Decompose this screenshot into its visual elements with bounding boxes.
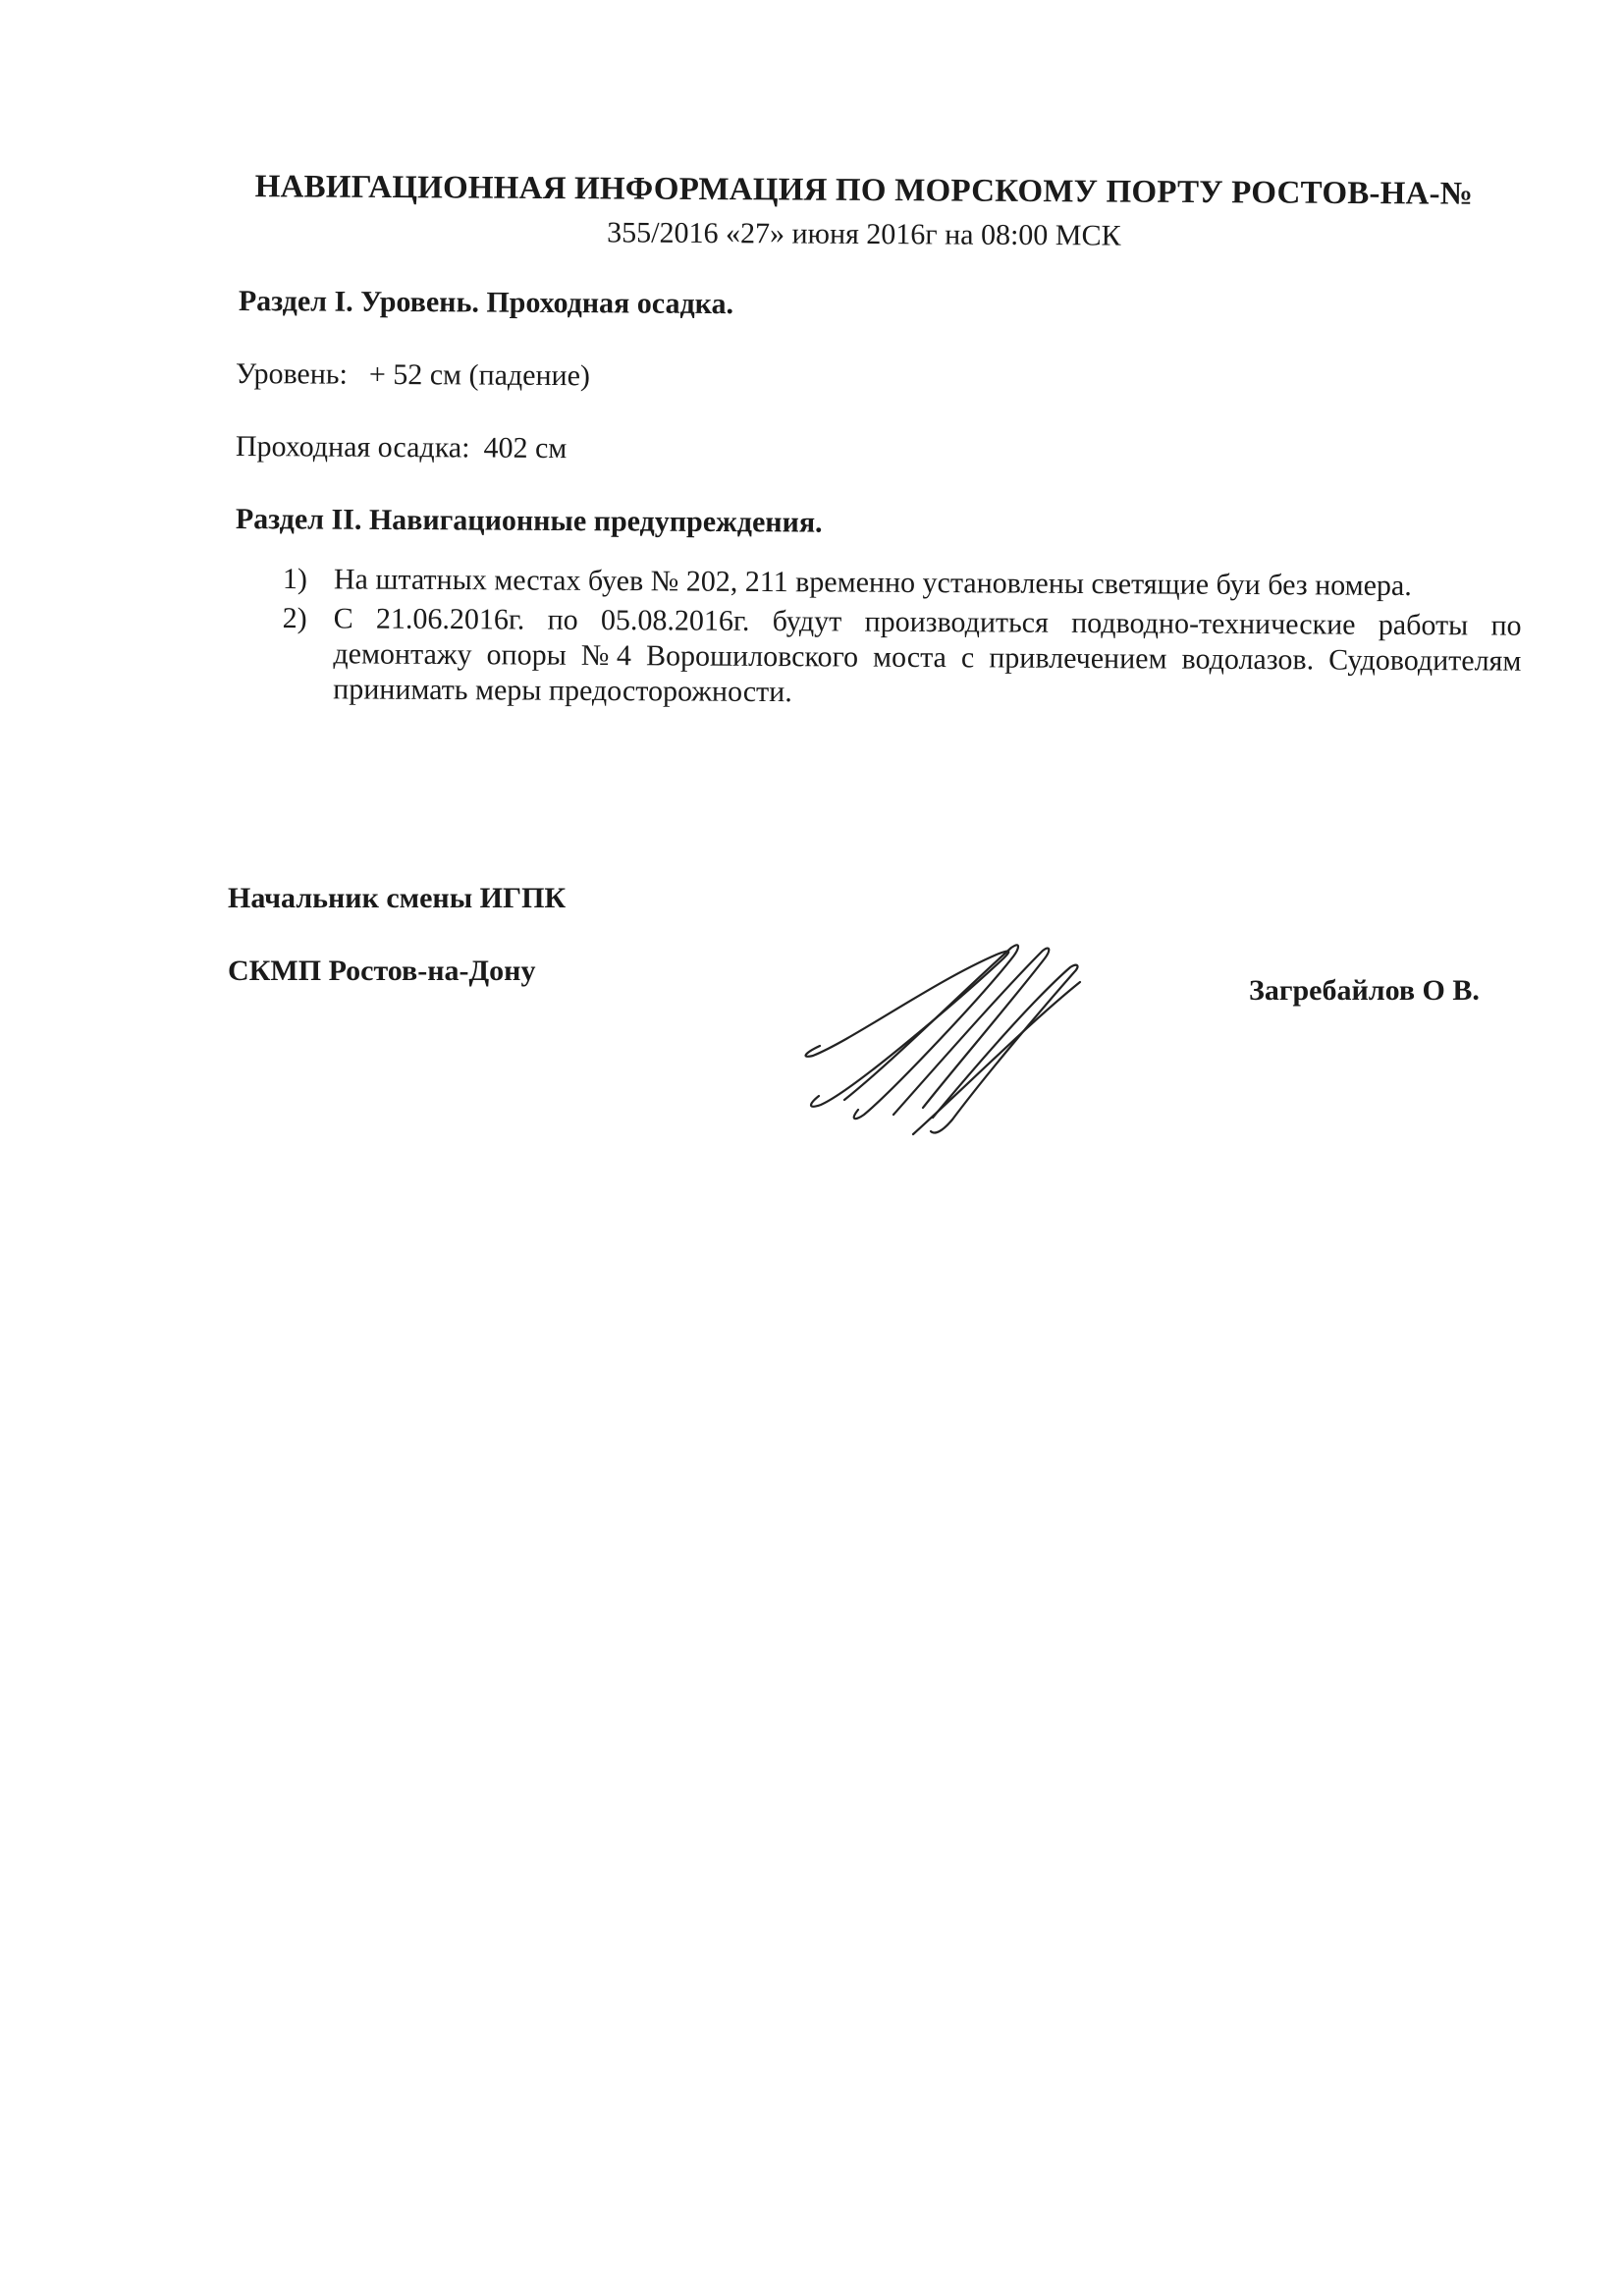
section2-heading: Раздел II. Навигационные предупреждения. bbox=[235, 503, 823, 539]
list-item-number: 2) bbox=[282, 601, 307, 635]
signer-name: Загребайлов О В. bbox=[1249, 974, 1480, 1007]
list-item-text: На штатных местах буев № 202, 211 временно установлены светящие буи без номера. bbox=[333, 563, 1412, 603]
list-item-number: 1) bbox=[282, 563, 307, 596]
draft-label: Проходная осадка: bbox=[235, 430, 470, 465]
section1-heading: Раздел I. Уровень. Проходная осадка. bbox=[238, 285, 734, 321]
warnings-list bbox=[282, 562, 1522, 719]
signer-position-line2: СКМП Ростов-на-Дону bbox=[228, 955, 536, 987]
level-line bbox=[236, 357, 590, 393]
document-subtitle: 355/2016 «27» июня 2016г на 08:00 МСК bbox=[607, 216, 1121, 252]
draft-line bbox=[236, 430, 568, 465]
list-item bbox=[282, 601, 1522, 715]
level-value: + 52 см (падение) bbox=[368, 357, 591, 393]
list-item-text: С 21.06.2016г. по 05.08.2016г. будут производиться подводно-технические работы по демонтажу опоры №4 Ворошиловского моста с привлечением водолазов. Судоводителям принимать меры предосторожности. bbox=[333, 602, 1522, 709]
list-item bbox=[283, 562, 1522, 605]
document-title: НАВИГАЦИОННАЯ ИНФОРМАЦИЯ ПО МОРСКОМУ ПОРТУ РОСТОВ-НА-№ bbox=[254, 169, 1474, 212]
signer-position-line1: Начальник смены ИГПК bbox=[228, 882, 567, 914]
handwritten-signature bbox=[785, 943, 1100, 1159]
level-label: Уровень: bbox=[235, 357, 348, 391]
draft-value: 402 см bbox=[483, 431, 568, 465]
